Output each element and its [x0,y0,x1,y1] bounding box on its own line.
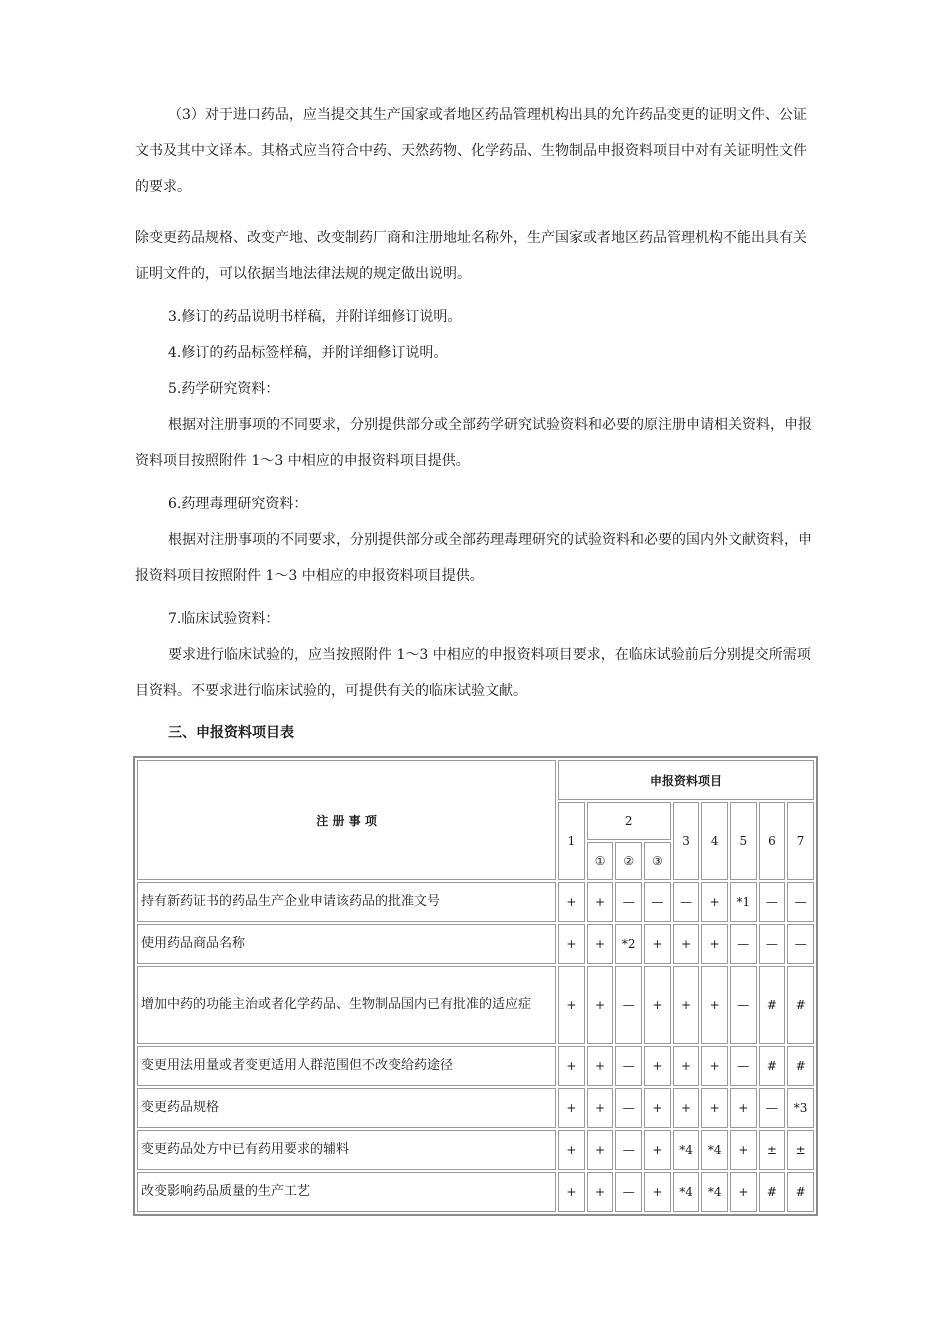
table-cell: *2 [615,924,642,964]
table-cell: # [787,1046,814,1086]
table-cell: — [615,966,642,1044]
col-header-2-sub-3: ③ [644,842,671,880]
table-cell: + [701,1046,728,1086]
paragraph-item-6-body: 根据对注册事项的不同要求，分别提供部分或全部药理毒理研究的试验资料和必要的国内外文献资料，申报资料项目按照附件 1～3 中相应的申报资料项目提供。 [135,532,812,584]
table-cell: — [644,882,671,922]
section-heading: 三、申报资料项目表 [168,725,294,741]
col-header-2: 2 [587,802,671,840]
table-cell: + [587,966,614,1044]
table-cell: *4 [701,1130,728,1170]
table-cell: — [759,882,786,922]
table-cell: — [673,882,700,922]
paragraph-item-7: 7.临床试验资料： [168,611,280,627]
col-header-5: 5 [730,802,757,880]
table-cell: # [759,1046,786,1086]
table-cell: # [759,966,786,1044]
paragraph-item-7-body: 要求进行临床试验的，应当按照附件 1～3 中相应的申报资料项目要求，在临床试验前后分别提交所需项目资料。不要求进行临床试验的，可提供有关的临床试验文献。 [135,647,811,699]
paragraph-item-5-body: 根据对注册事项的不同要求，分别提供部分或全部药学研究试验资料和必要的原注册申请相关资料，申报资料项目按照附件 1～3 中相应的申报资料项目提供。 [135,417,812,469]
table-cell: *4 [673,1172,700,1212]
table-row [137,882,814,922]
table-row [137,1088,814,1128]
registration-matter: 使用药品商品名称 [137,924,556,964]
table-cell: # [787,1172,814,1212]
table-cell: + [644,924,671,964]
table-cell: + [558,1172,585,1212]
table-cell: *3 [787,1088,814,1128]
table-row [137,1046,814,1086]
col-header-7: 7 [787,802,814,880]
paragraph-item-5: 5.药学研究资料： [168,381,280,397]
paragraph-item-6: 6.药理毒理研究资料： [168,496,308,512]
table-cell: + [644,1046,671,1086]
registration-matter: 变更用法用量或者变更适用人群范围但不改变给药途径 [137,1046,556,1086]
registration-matter: 改变影响药品质量的生产工艺 [137,1172,556,1212]
table-row [137,966,814,1044]
col-header-4: 4 [701,802,728,880]
table-cell: — [730,966,757,1044]
paragraph-exemption: 除变更药品规格、改变产地、改变制药厂商和注册地址名称外，生产国家或者地区药品管理机构不能出具有关证明文件的，可以依据当地法律法规的规定做出说明。 [135,230,807,282]
table-cell: — [615,1088,642,1128]
table-cell: + [644,966,671,1044]
table-cell: + [673,924,700,964]
table-cell: + [701,882,728,922]
table-cell: *4 [673,1130,700,1170]
table-cell: + [587,882,614,922]
table-cell: + [587,1130,614,1170]
col-header-2-sub-2: ② [615,842,642,880]
table-cell: — [759,924,786,964]
paragraph-item-4: 4.修订的药品标签样稿，并附详细修订说明。 [168,345,448,361]
table-row [137,1172,814,1212]
col-header-2-sub-1: ① [587,842,614,880]
table-row [137,1130,814,1170]
col-header-1: 1 [558,802,585,880]
table-cell: + [701,966,728,1044]
registration-matter: 变更药品处方中已有药用要求的辅料 [137,1130,556,1170]
table-cell: ± [787,1130,814,1170]
registration-matter-header: 注 册 事 项 [137,760,556,880]
table-cell: + [587,1046,614,1086]
application-items-table [133,756,818,1216]
table-cell: + [701,1088,728,1128]
table-cell: + [644,1172,671,1212]
table-cell: + [644,1130,671,1170]
table-cell: + [558,1130,585,1170]
col-header-6: 6 [759,802,786,880]
table-cell: + [673,966,700,1044]
table-cell: — [615,1046,642,1086]
table-cell: + [558,966,585,1044]
table-cell: — [787,924,814,964]
table-cell: *4 [701,1172,728,1212]
registration-matter: 变更药品规格 [137,1088,556,1128]
table-cell: + [701,924,728,964]
table-cell: + [673,1046,700,1086]
table-cell: + [558,924,585,964]
table-cell: + [730,1130,757,1170]
paragraph-item-3: 3.修订的药品说明书样稿，并附详细修订说明。 [168,309,462,325]
table-cell: + [558,882,585,922]
table-cell: + [587,1172,614,1212]
table-cell: — [787,882,814,922]
table-cell: + [558,1046,585,1086]
table-cell: + [587,924,614,964]
table-cell: + [587,1088,614,1128]
table-cell: + [730,1172,757,1212]
registration-matter: 持有新药证书的药品生产企业申请该药品的批准文号 [137,882,556,922]
paragraph-import-drugs: （3）对于进口药品，应当提交其生产国家或者地区药品管理机构出具的允许药品变更的证明文件、公证文书及其中文译本。其格式应当符合中药、天然药物、化学药品、生物制品申报资料项目中对有关证明性文件的要求。 [135,107,807,195]
table-cell: + [644,1088,671,1128]
table-row [137,924,814,964]
table-cell: — [759,1088,786,1128]
application-items-header: 申报资料项目 [558,760,814,800]
table-cell: — [615,882,642,922]
table-cell: + [558,1088,585,1128]
table-cell: # [759,1172,786,1212]
registration-matter: 增加中药的功能主治或者化学药品、生物制品国内已有批准的适应症 [137,966,556,1044]
table-cell: — [730,924,757,964]
table-cell: # [787,966,814,1044]
table-cell: + [673,1088,700,1128]
table-cell: — [615,1172,642,1212]
col-header-3: 3 [673,802,700,880]
table-cell: ± [759,1130,786,1170]
table-cell: *1 [730,882,757,922]
table-cell: — [730,1046,757,1086]
table-cell: — [615,1130,642,1170]
table-cell: + [730,1088,757,1128]
